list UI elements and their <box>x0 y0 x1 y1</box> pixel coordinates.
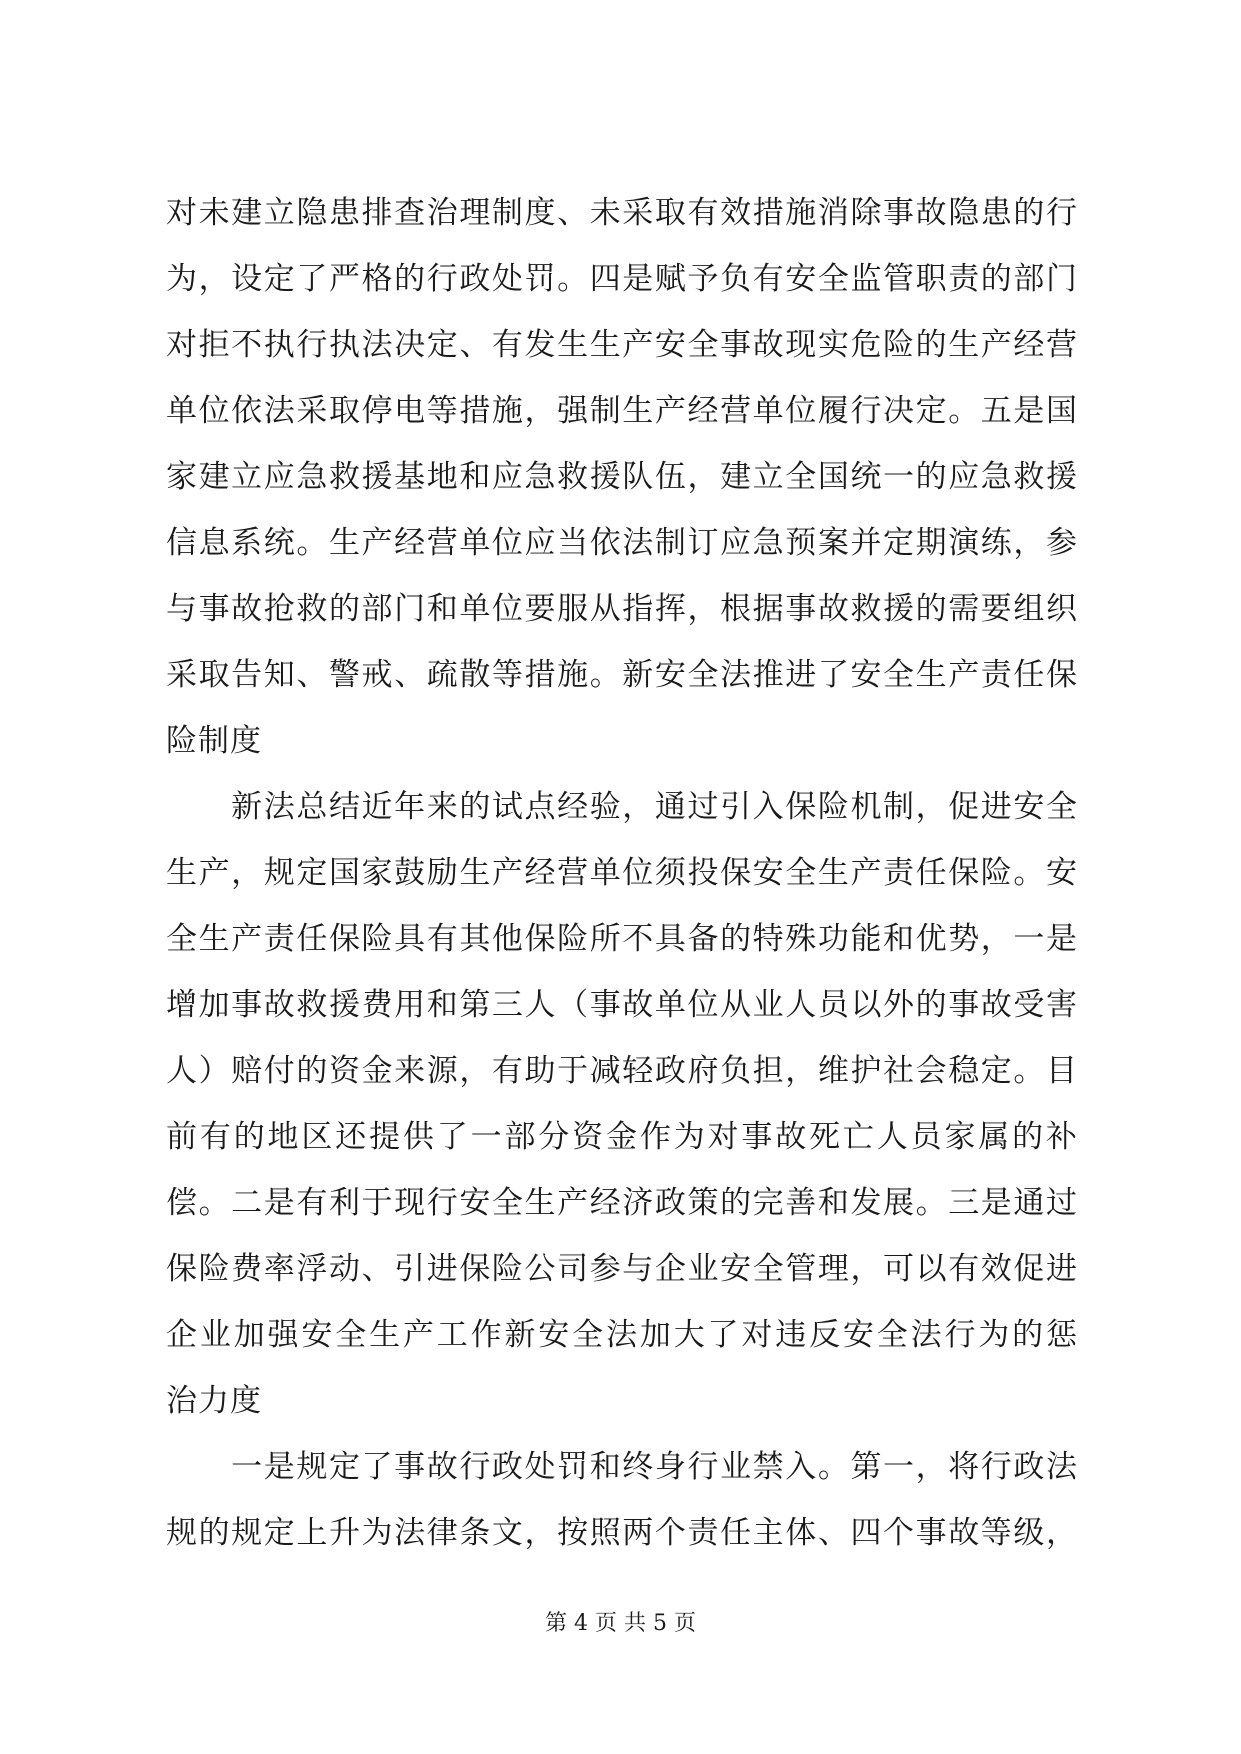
paragraph-line: 生产，规定国家鼓励生产经营单位须投保安全生产责任保险。安 <box>166 855 1078 891</box>
paragraph-line: 人）赔付的资金来源，有助于减轻政府负担，维护社会稳定。目 <box>166 1053 1078 1089</box>
paragraph-line: 规的规定上升为法律条文，按照两个责任主体、四个事故等级， <box>166 1515 1078 1551</box>
paragraph-line: 单位依法采取停电等措施，强制生产经营单位履行决定。五是国 <box>166 393 1078 429</box>
paragraph-line: 采取告知、警戒、疏散等措施。新安全法推进了安全生产责任保 <box>166 657 1078 693</box>
paragraph-line: 企业加强安全生产工作新安全法加大了对违反安全法行为的惩 <box>166 1317 1078 1353</box>
paragraph-line: 治力度 <box>166 1383 262 1419</box>
paragraph-line: 对未建立隐患排查治理制度、未采取有效措施消除事故隐患的行 <box>166 195 1078 231</box>
paragraph-line: 家建立应急救援基地和应急救援队伍，建立全国统一的应急救援 <box>166 459 1078 495</box>
paragraph-line: 保险费率浮动、引进保险公司参与企业安全管理，可以有效促进 <box>166 1251 1078 1287</box>
paragraph-line: 增加事故救援费用和第三人（事故单位从业人员以外的事故受害 <box>166 987 1078 1023</box>
paragraph-line: 前有的地区还提供了一部分资金作为对事故死亡人员家属的补 <box>166 1119 1078 1155</box>
paragraph-line: 偿。二是有利于现行安全生产经济政策的完善和发展。三是通过 <box>166 1185 1078 1221</box>
paragraph-line: 险制度 <box>166 723 262 759</box>
paragraph-line: 为，设定了严格的行政处罚。四是赋予负有安全监管职责的部门 <box>166 261 1078 297</box>
paragraph-line: 新法总结近年来的试点经验，通过引入保险机制，促进安全 <box>166 789 1078 825</box>
paragraph-line: 全生产责任保险具有其他保险所不具备的特殊功能和优势，一是 <box>166 921 1078 957</box>
page-number-footer: 第 4 页 共 5 页 <box>545 1611 696 1636</box>
paragraph-line: 与事故抢救的部门和单位要服从指挥，根据事故救援的需要组织 <box>166 591 1078 627</box>
paragraph-line: 信息系统。生产经营单位应当依法制订应急预案并定期演练，参 <box>166 525 1078 561</box>
paragraph-line: 对拒不执行执法决定、有发生生产安全事故现实危险的生产经营 <box>166 327 1078 363</box>
paragraph-line: 一是规定了事故行政处罚和终身行业禁入。第一，将行政法 <box>166 1449 1078 1485</box>
